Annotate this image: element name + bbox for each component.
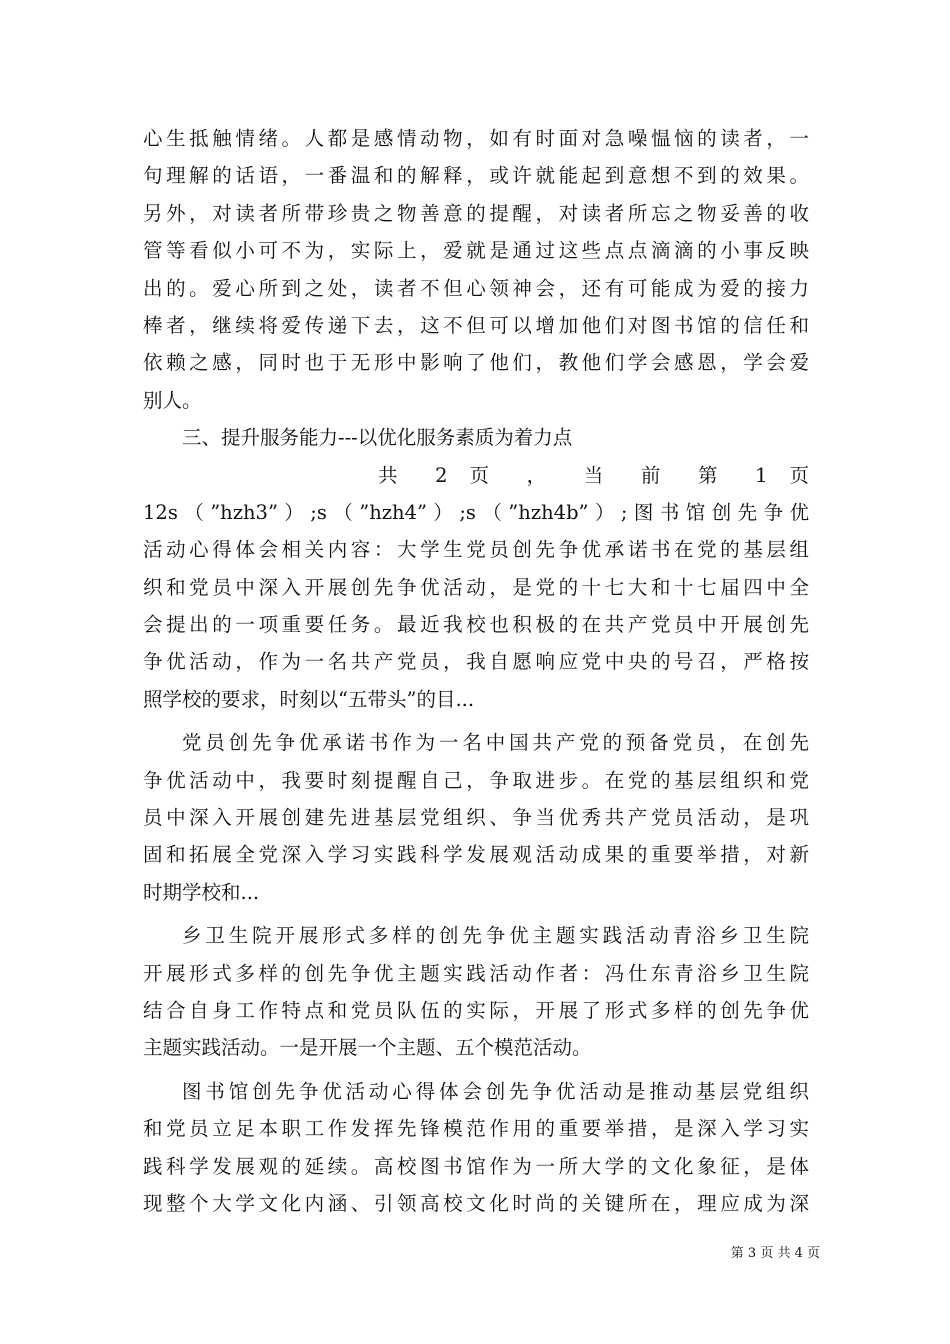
text-line: 争优活动中，我要时刻提醒自己，争取进步。在党的基层组织和党	[143, 768, 809, 792]
paragraph-love-service	[143, 120, 809, 419]
text-line: 棒者，继续将爱传递下去，这不但可以增加他们对图书馆的信任和	[143, 313, 809, 337]
text-line: 依赖之感，同时也于无形中影响了他们，教他们学会感恩，学会爱	[143, 351, 809, 375]
text-line: 别人。	[143, 388, 202, 412]
paragraph-pledge	[143, 724, 809, 911]
text-line: 出的。爱心所到之处，读者不但心领神会，还有可能成为爱的接力	[143, 276, 809, 300]
text-line: 句理解的话语，一番温和的解释，或许就能起到意想不到的效果。	[143, 164, 809, 188]
paragraph-library	[143, 1073, 809, 1223]
text-line: 活动心得体会相关内容：大学生党员创先争优承诺书在党的基层组	[143, 538, 809, 562]
page-info-line: 共 2 页 ， 当 前 第 1 页	[378, 463, 809, 487]
text-line: 员中深入开展创建先进基层党组织、争当优秀共产党员活动，是巩	[143, 806, 809, 830]
text-line: 织和党员中深入开展创先争优活动，是党的十七大和十七届四中全	[143, 575, 809, 599]
page-footer: 第 3 页 共 4 页	[730, 1246, 820, 1261]
text-line: 时期学校和...	[143, 880, 260, 904]
text-line: 乡卫生院开展形式多样的创先争优主题实践活动青浴乡卫生院	[182, 924, 809, 948]
text-line: 照学校的要求，时刻以“五带头”的目...	[143, 687, 475, 711]
text-line: 党员创先争优承诺书作为一名中国共产党的预备党员，在创先	[182, 731, 809, 755]
text-line: 图书馆创先争优活动心得体会创先争优活动是推动基层党组织	[182, 1079, 809, 1103]
paragraph-health-center	[143, 917, 809, 1067]
text-line: 主题实践活动。一是开展一个主题、五个模范活动。	[143, 1036, 592, 1060]
text-line: 管等看似小可不为，实际上，爱就是通过这些点点滴滴的小事反映	[143, 239, 809, 263]
text-line: 会提出的一项重要任务。最近我校也积极的在共产党员中开展创先	[143, 613, 809, 637]
text-line: 争优活动，作为一名共产党员，我自愿响应党中央的号召，严格按	[143, 650, 809, 674]
document-body	[143, 120, 809, 1222]
text-line: 另外，对读者所带珍贵之物善意的提醒，对读者所忘之物妥善的收	[143, 201, 809, 225]
paragraph-related-content	[143, 494, 809, 718]
text-line: 固和拓展全党深入学习实践科学发展观活动成果的重要举措，对新	[143, 843, 809, 867]
text-line: 现整个大学文化内涵、引领高校文化时尚的关键所在，理应成为深	[143, 1191, 809, 1215]
text-line: 和党员立足本职工作发挥先锋模范作用的重要举措，是深入学习实	[143, 1117, 809, 1141]
text-line: 开展形式多样的创先争优主题实践活动作者：冯仕东青浴乡卫生院	[143, 961, 809, 985]
text-line: 践科学发展观的延续。高校图书馆作为一所大学的文化象征，是体	[143, 1154, 809, 1178]
text-line: 心生抵触情绪。人都是感情动物，如有时面对急噪愠恼的读者，一	[143, 127, 809, 150]
section-heading: 三、提升服务能力---以优化服务素质为着力点	[182, 426, 573, 450]
text-line: 结合自身工作特点和党员队伍的实际，开展了形式多样的创先争优	[143, 998, 809, 1022]
text-line: 12s（”hzh3”）;s（”hzh4”）;s（”hzh4b”）;图书馆创先争优	[143, 500, 809, 524]
